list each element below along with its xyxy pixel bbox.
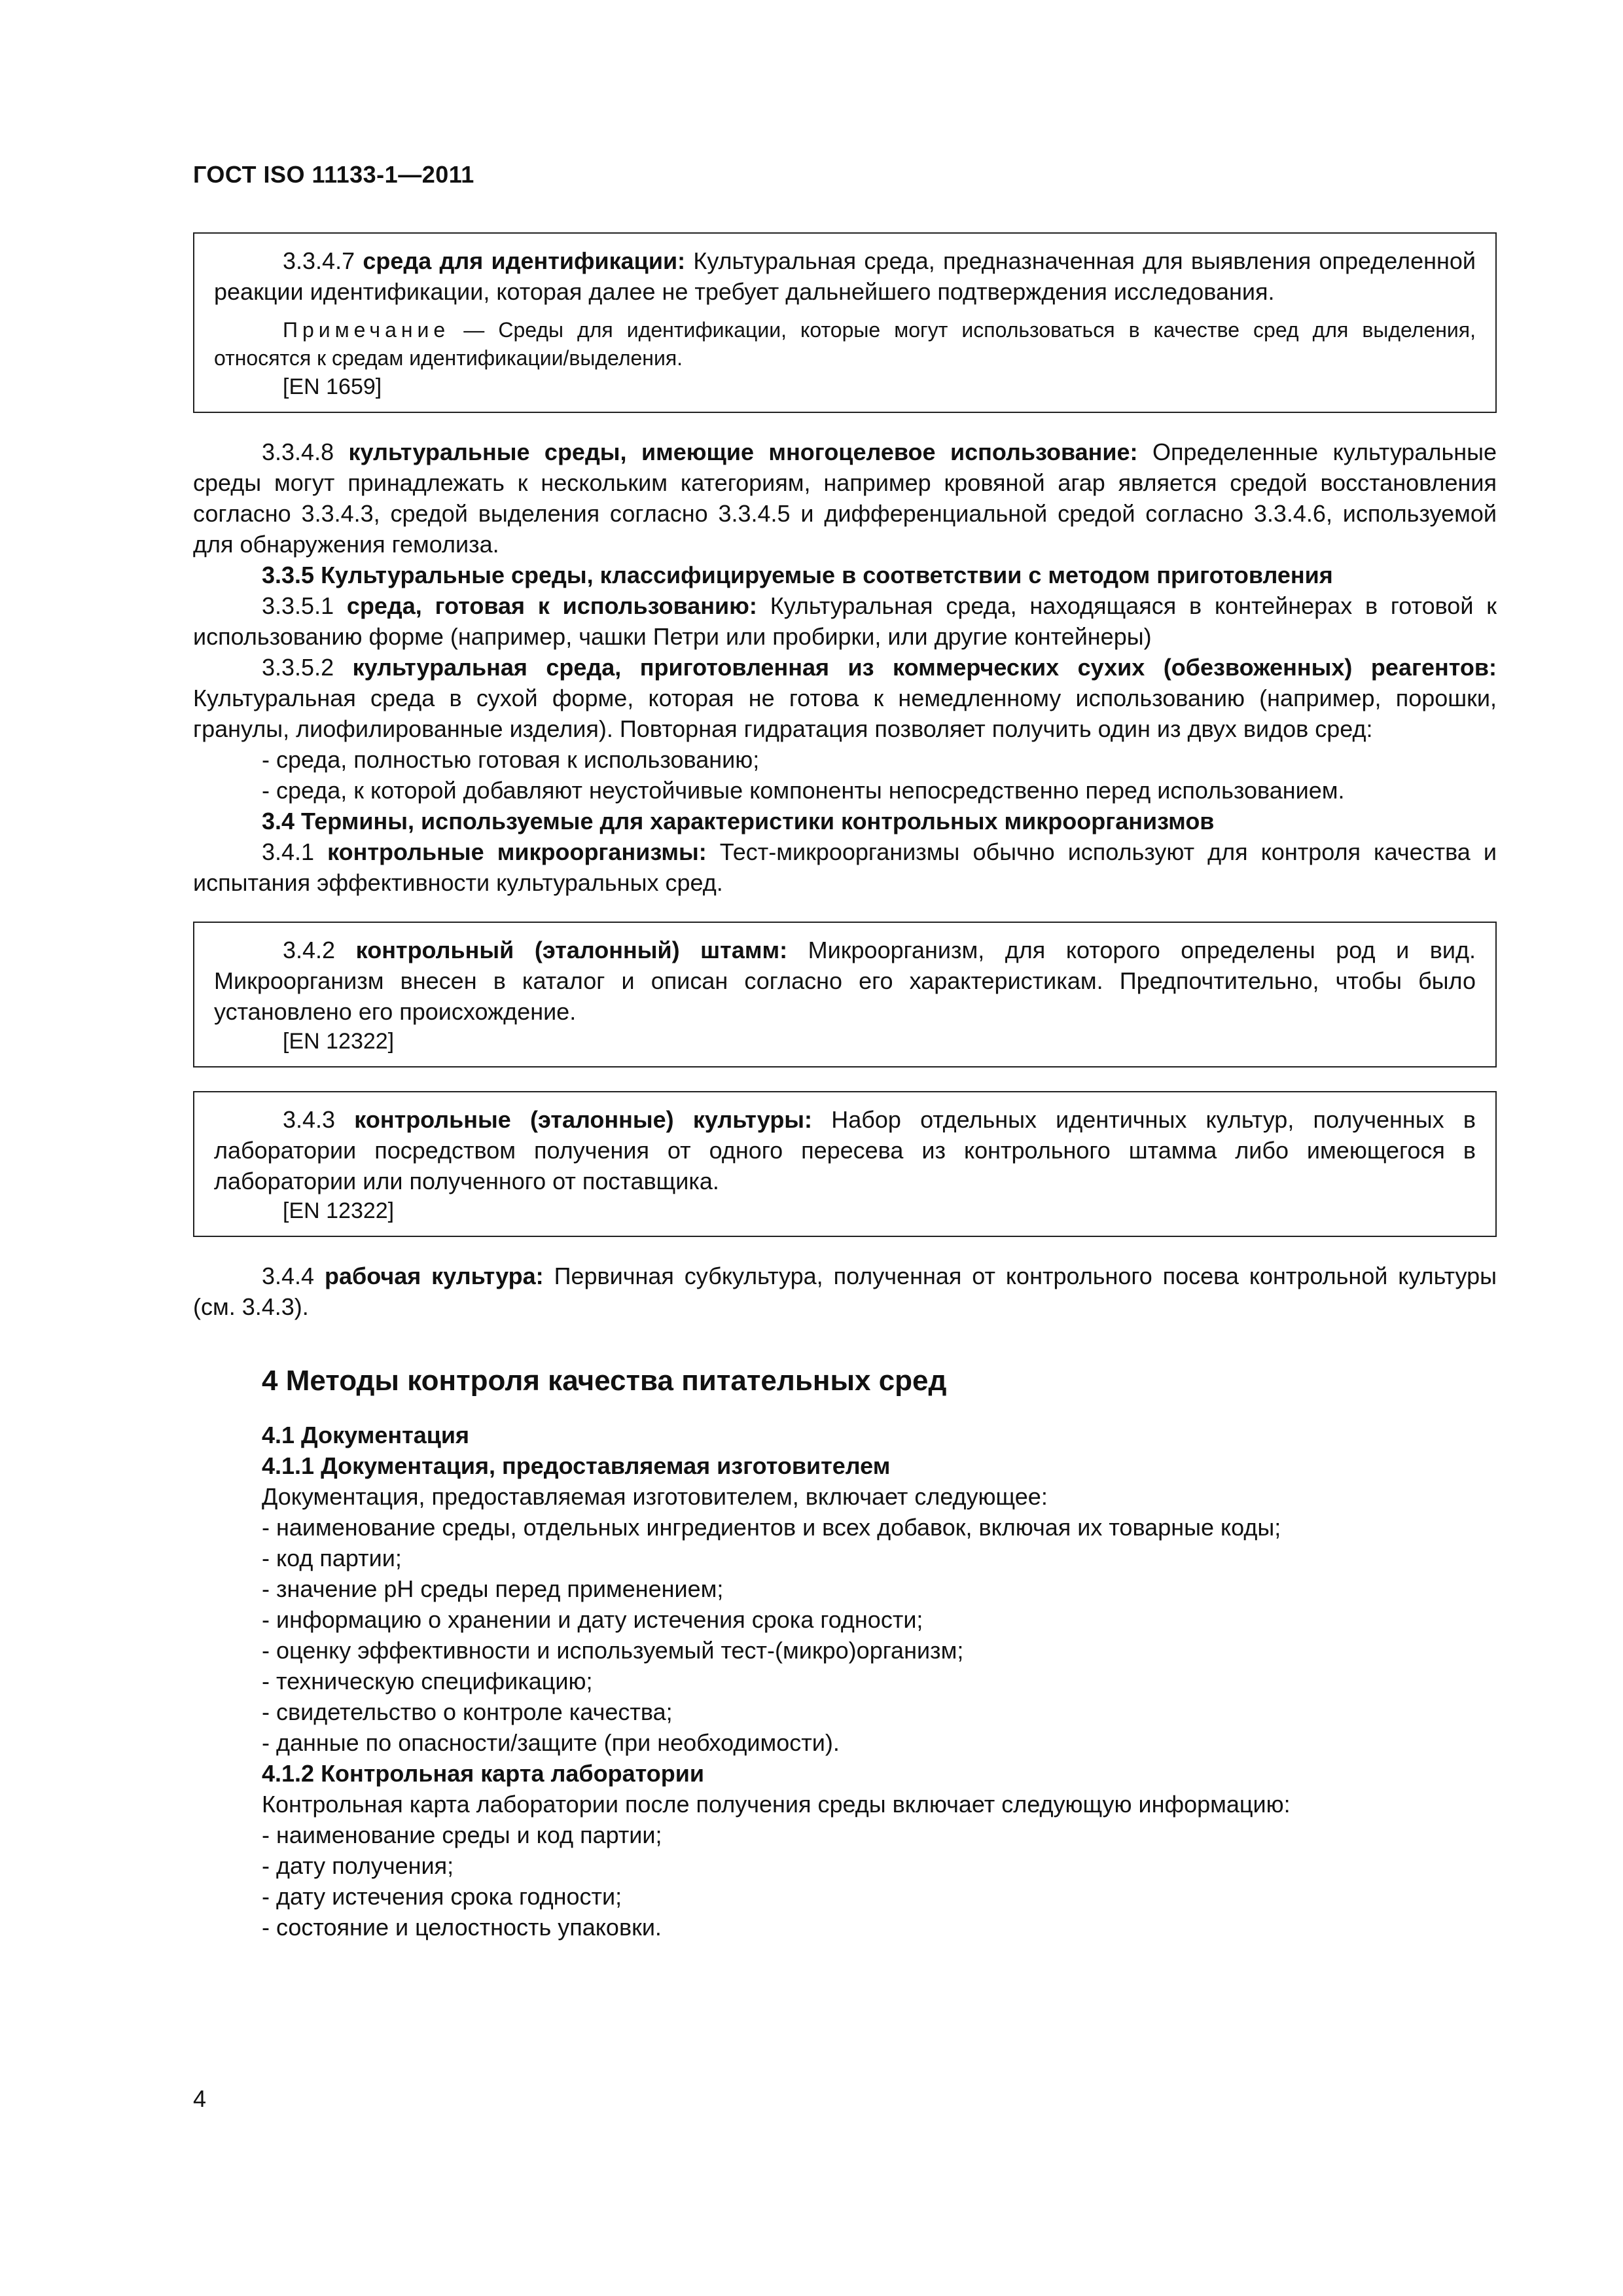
list-item: - наименование среды и код партии; <box>262 1821 662 1848</box>
clause-number: 3.4.1 <box>262 838 315 865</box>
list-item: - среда, полностью готовая к использованию; <box>262 746 760 773</box>
definition-box-3-3-4-7 <box>193 232 1497 413</box>
definition-text: Тест-микроорганизмы обычно используют для контроля качества и испытания эффективности культуральных сред. <box>193 838 1497 896</box>
definition-3-4-2 <box>214 935 1476 1027</box>
term: контрольные (эталонные) культуры: <box>354 1106 813 1133</box>
clause-number: 3.3.5.2 <box>262 654 334 681</box>
page-number: 4 <box>193 2085 207 2112</box>
list-item: - наименование среды, отдельных ингредиентов и всех добавок, включая их товарные коды; <box>262 1514 1281 1541</box>
source-reference: [EN 1659] <box>283 374 382 399</box>
section-4-title: 4 Методы контроля качества питательных сред <box>262 1365 947 1397</box>
definition-text: Культуральная среда в сухой форме, которая не готова к немедленному использованию (например, порошки, гранулы, лиофилированные изделия). Повторная гидратация позволяет получить один из двух видов сред: <box>193 685 1497 742</box>
list-item: - значение pH среды перед применением; <box>262 1575 724 1602</box>
list-item: - дату получения; <box>262 1852 454 1879</box>
term: среда, готовая к использованию: <box>346 592 757 619</box>
clause-number: 3.3.4.7 <box>283 247 355 274</box>
note-label: Примечание <box>283 318 450 342</box>
definition-3-4-3 <box>214 1104 1476 1196</box>
subheading-4-1: 4.1 Документация <box>262 1422 470 1448</box>
source-reference: [EN 12322] <box>283 1198 395 1223</box>
clause-number: 3.4.2 <box>283 937 336 963</box>
note-text: — Среды для идентификации, которые могут использоваться в качестве сред для выделения, относятся к средам идентификации/выделения. <box>214 318 1476 370</box>
list-item: - свидетельство о контроле качества; <box>262 1698 673 1725</box>
subheading-4-1-1: 4.1.1 Документация, предоставляемая изготовителем <box>262 1452 891 1479</box>
definition-3-4-4 <box>193 1261 1497 1322</box>
list-item: - среда, к которой добавляют неустойчивые компоненты непосредственно перед использованием. <box>262 777 1345 804</box>
subheading-3-4: 3.4 Термины, используемые для характеристики контрольных микроорганизмов <box>262 808 1215 834</box>
term: культуральная среда, приготовленная из коммерческих сухих (обезвоженных) реагентов: <box>352 654 1497 681</box>
clause-number: 3.3.5.1 <box>262 592 334 619</box>
subheading-3-3-5: 3.3.5 Культуральные среды, классифицируемые в соответствии с методом приготовления <box>262 562 1333 588</box>
definition-box-3-4-3 <box>193 1091 1497 1237</box>
definition-3-3-4-8 <box>193 437 1497 560</box>
term: контрольные микроорганизмы: <box>327 838 707 865</box>
list-item: - информацию о хранении и дату истечения срока годности; <box>262 1606 923 1633</box>
clause-number: 3.3.4.8 <box>262 439 334 465</box>
clause-number: 3.4.4 <box>262 1263 315 1289</box>
intro-text: Контрольная карта лаборатории после получения среды включает следующую информацию: <box>262 1791 1291 1818</box>
definition-3-3-4-7 <box>214 245 1476 307</box>
definition-text: Набор отдельных идентичных культур, полученных в лаборатории посредством получения от одного пересева из контрольного штамма либо имеющегося в лаборатории или полученного от поставщика. <box>214 1106 1476 1194</box>
definition-text: Культуральная среда, находящаяся в контейнерах в готовой к использованию форме (например, чашки Петри или пробирки, или другие контейнеры) <box>193 592 1497 650</box>
subheading-4-1-2: 4.1.2 Контрольная карта лаборатории <box>262 1760 705 1787</box>
definition-text: Первичная субкультура, полученная от контрольного посева контрольной культуры (см. 3.4.3). <box>193 1263 1497 1320</box>
intro-text: Документация, предоставляемая изготовителем, включает следующее: <box>262 1483 1048 1510</box>
definition-box-3-4-2 <box>193 922 1497 1067</box>
term: контрольный (эталонный) штамм: <box>355 937 788 963</box>
source-reference: [EN 12322] <box>283 1029 395 1054</box>
definition-text: Культуральная среда, предназначенная для выявления определенной реакции идентификации, которая далее не требует дальнейшего подтверждения исследования. <box>214 247 1476 305</box>
list-item: - состояние и целостность упаковки. <box>262 1914 662 1941</box>
document-code-header: ГОСТ ISO 11133-1—2011 <box>193 161 474 188</box>
definition-3-3-5-2 <box>193 652 1497 744</box>
definition-3-4-1 <box>193 836 1497 898</box>
term: рабочая культура: <box>325 1263 544 1289</box>
definition-text: Определенные культуральные среды могут принадлежать к нескольким категориям, например кровяной агар является средой восстановления согласно 3.3.4.3, средой выделения согласно 3.3.4.5 и дифференциальной средой согласно 3.3.4.6, используемой для обнаружения гемолиза. <box>193 439 1497 558</box>
term: среда для идентификации: <box>363 247 686 274</box>
term: культуральные среды, имеющие многоцелевое использование: <box>348 439 1138 465</box>
definition-text: Микроорганизм, для которого определены род и вид. Микроорганизм внесен в каталог и описан согласно его характеристикам. Предпочтительно, чтобы было установлено его происхождение. <box>214 937 1476 1025</box>
clause-number: 3.4.3 <box>283 1106 336 1133</box>
list-item: - данные по опасности/защите (при необходимости). <box>262 1729 840 1756</box>
list-item: - дату истечения срока годности; <box>262 1883 622 1910</box>
note <box>214 316 1476 372</box>
definition-3-3-5-1 <box>193 590 1497 652</box>
list-item: - код партии; <box>262 1545 402 1571</box>
list-item: - оценку эффективности и используемый тест-(микро)организм; <box>262 1637 964 1664</box>
list-item: - техническую спецификацию; <box>262 1668 593 1695</box>
page-content <box>193 232 1497 1943</box>
